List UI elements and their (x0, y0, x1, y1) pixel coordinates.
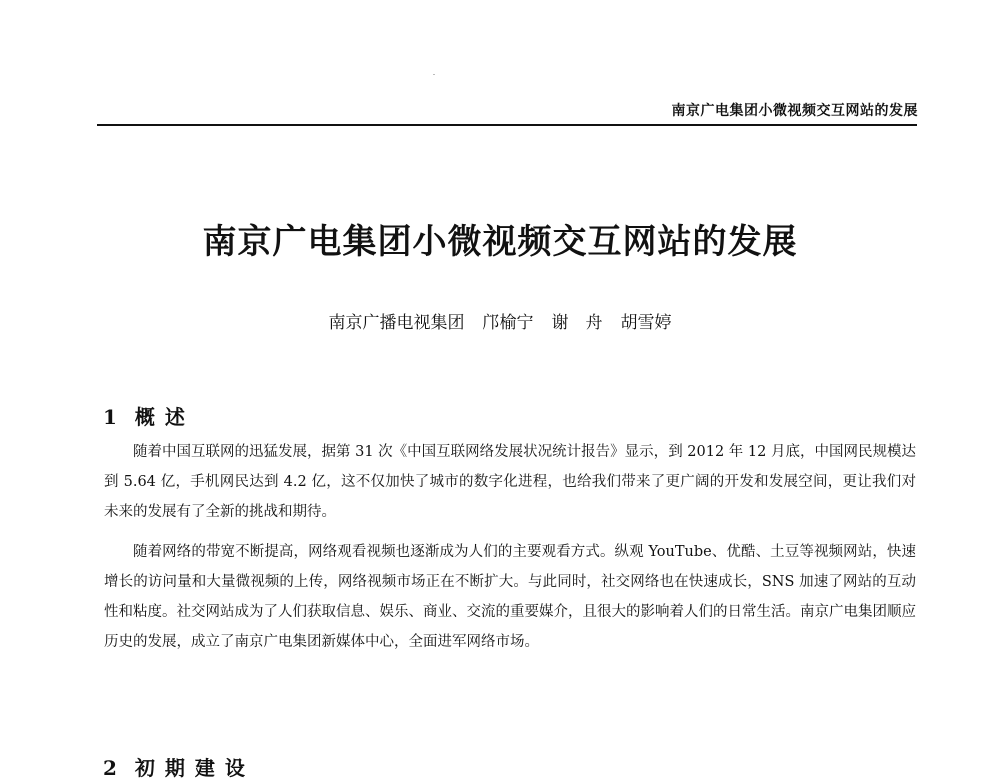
section-title: 初期建设 (134, 756, 255, 780)
author-affiliation: 南京广播电视集团 (328, 313, 465, 333)
article-title: 南京广电集团小微视频交互网站的发展 (202, 222, 798, 262)
author-line (0, 308, 1000, 333)
author-name: 邝榆宁 (482, 313, 534, 333)
scan-speck (433, 74, 435, 75)
section-number: 1 (103, 405, 117, 429)
author-name: 胡雪婷 (620, 313, 672, 333)
body-paragraph: 随着中国互联网的迅猛发展，据第 31 次《中国互联网络发展状况统计报告》显示，到 2012 年 12 月底，中国网民规模达到 5.64 亿，手机网民达到 4.2 亿，这不仅加快了城市的数字化进程，也给我们带来了更广阔的开发和发展空间，更让我们对未来的发展有了全新的挑战和期待。 (104, 444, 916, 520)
body-paragraph: 随着网络的带宽不断提高，网络观看视频也逐渐成为人们的主要观看方式。纵观 YouTube、优酷、土豆等视频网站，快速增长的访问量和大量微视频的上传，网络视频市场正在不断扩大。与此同时，社交网络也在快速成长，SNS 加速了网站的互动性和粘度。社交网站成为了人们获取信息、娱乐、商业、交流的重要媒介，且很大的影响着人们的日常生活。南京广电集团顺应历史的发展，成立了南京广电集团新媒体中心，全面进军网络市场。 (104, 544, 916, 650)
running-header: 南京广电集团小微视频交互网站的发展 (671, 103, 918, 119)
section-number: 2 (103, 756, 117, 780)
header-rule (97, 124, 917, 126)
section-heading-overview (103, 401, 195, 430)
section-title: 概述 (134, 405, 195, 429)
section-heading-initial-construction (103, 752, 255, 781)
author-name: 谢 舟 (551, 313, 603, 333)
